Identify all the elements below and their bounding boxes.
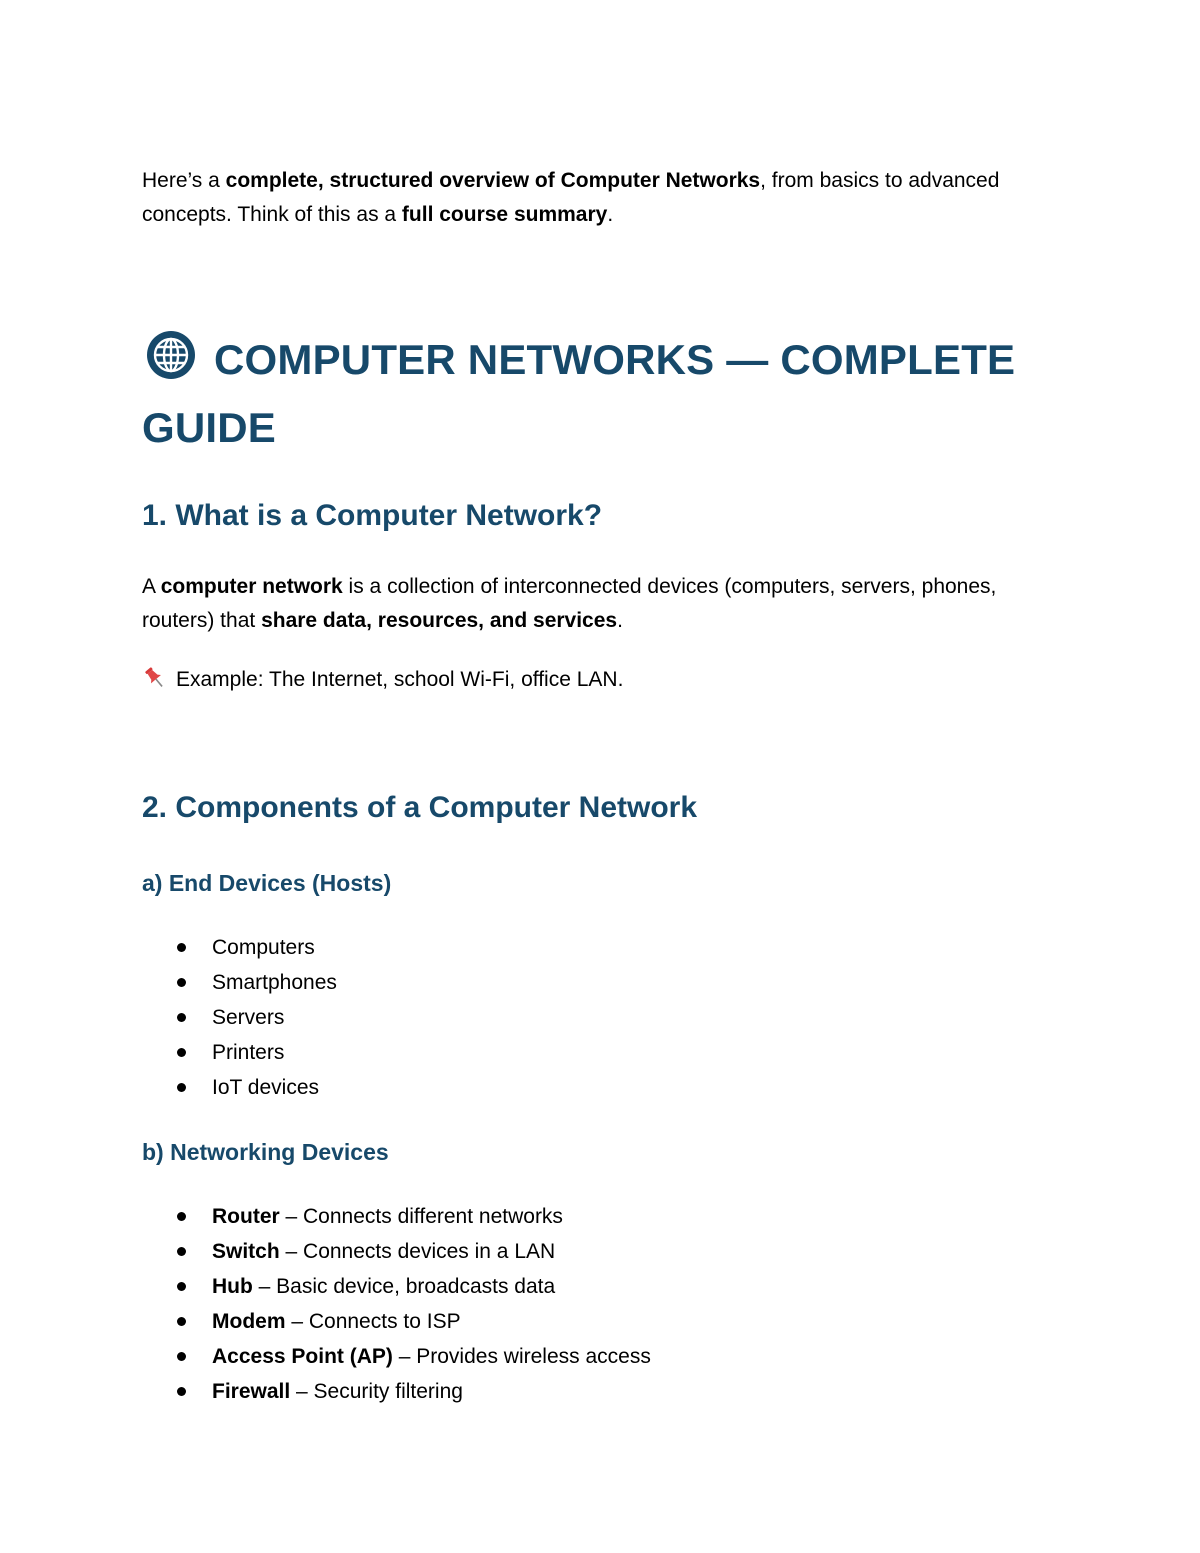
definition-bold-1: computer network — [160, 575, 343, 598]
intro-text-1: Here’s a — [142, 169, 226, 192]
bullet-icon — [177, 1212, 186, 1221]
device-name: Modem — [212, 1310, 286, 1333]
device-name: Access Point (AP) — [212, 1345, 393, 1368]
list-item — [142, 1374, 651, 1409]
device-description: – Security filtering — [290, 1380, 463, 1403]
section-1-example — [142, 663, 1042, 697]
device-description: – Connects different networks — [279, 1205, 563, 1228]
list-item-text: Printers — [212, 1041, 285, 1064]
list-item — [142, 1000, 337, 1035]
pushpin-icon — [142, 665, 168, 691]
end-devices-list — [142, 930, 337, 1105]
definition-text-3: . — [617, 609, 623, 632]
bullet-icon — [177, 1387, 186, 1396]
bullet-icon — [177, 1048, 186, 1057]
subheading-networking-devices: b) Networking Devices — [142, 1139, 389, 1165]
device-description: – Connects to ISP — [285, 1310, 461, 1333]
list-item — [142, 1070, 337, 1105]
networking-devices-list — [142, 1199, 651, 1409]
bullet-icon — [177, 1013, 186, 1022]
list-item — [142, 965, 337, 1000]
globe-icon — [146, 330, 196, 380]
device-description: – Connects devices in a LAN — [279, 1240, 556, 1263]
bullet-icon — [177, 978, 186, 987]
intro-paragraph — [142, 164, 1042, 232]
device-name: Switch — [212, 1240, 280, 1263]
list-item-text: Computers — [212, 936, 315, 959]
definition-text-1: A — [142, 575, 161, 598]
definition-bold-2: share data, resources, and services — [261, 609, 618, 632]
list-item-text: IoT devices — [212, 1076, 319, 1099]
list-item — [142, 1035, 337, 1070]
bullet-icon — [177, 1083, 186, 1092]
section-2-heading: 2. Components of a Computer Network — [142, 791, 698, 824]
list-item — [142, 1269, 651, 1304]
list-item — [142, 1199, 651, 1234]
device-description: – Provides wireless access — [392, 1345, 651, 1368]
page-title-text: COMPUTER NETWORKS — COMPLETE GUIDE — [142, 336, 1016, 451]
list-item — [142, 1234, 651, 1269]
device-name: Hub — [212, 1275, 253, 1298]
bullet-icon — [177, 1352, 186, 1361]
list-item-text: Servers — [212, 1006, 285, 1029]
intro-text-3: . — [607, 203, 614, 226]
device-name: Firewall — [212, 1380, 291, 1403]
intro-text-2: , from basics to advanced concepts. Think of this as a — [142, 169, 1000, 226]
list-item — [142, 1304, 651, 1339]
list-item — [142, 930, 337, 965]
example-text: Example: The Internet, school Wi-Fi, office LAN. — [176, 668, 624, 691]
bullet-icon — [177, 1317, 186, 1326]
definition-text-2: is a collection of interconnected devices (computers, servers, phones, routers) that — [142, 575, 997, 632]
intro-bold-1: complete, structured overview of Computer Networks — [225, 169, 761, 192]
list-item-text: Smartphones — [212, 971, 337, 994]
bullet-icon — [177, 1247, 186, 1256]
bullet-icon — [177, 943, 186, 952]
section-1-definition — [142, 570, 1042, 638]
list-item — [142, 1339, 651, 1374]
intro-bold-2: full course summary — [401, 203, 608, 226]
device-description: – Basic device, broadcasts data — [252, 1275, 556, 1298]
page-title — [142, 326, 1102, 462]
bullet-icon — [177, 1282, 186, 1291]
section-1-heading: 1. What is a Computer Network? — [142, 499, 603, 532]
subheading-end-devices: a) End Devices (Hosts) — [142, 870, 392, 896]
device-name: Router — [212, 1205, 280, 1228]
